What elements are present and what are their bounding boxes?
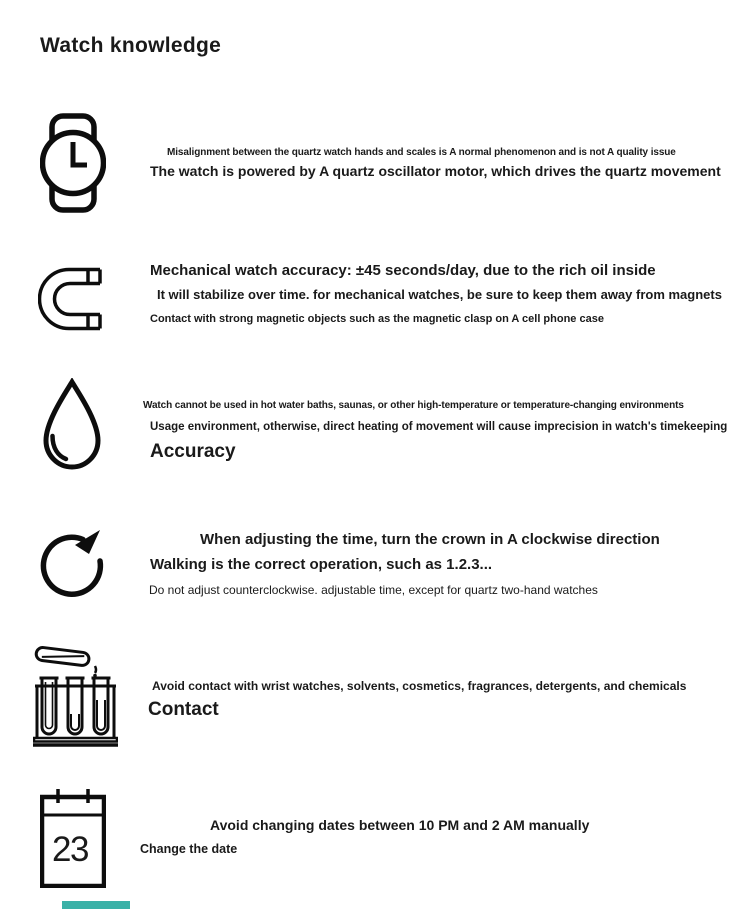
quartz-misalignment-note: Misalignment between the quartz watch hands and scales is A normal phenomenon and is not A quality issue bbox=[167, 147, 676, 158]
hot-water-warning-text: Watch cannot be used in hot water baths, saunas, or other high-temperature or temperature-changing environments bbox=[143, 400, 684, 411]
accuracy-spec-text: Mechanical watch accuracy: ±45 seconds/day, due to the rich oil inside bbox=[150, 262, 656, 279]
page-title: Watch knowledge bbox=[40, 34, 222, 57]
teal-accent-bar bbox=[62, 901, 130, 909]
test-tubes-icon bbox=[33, 642, 118, 747]
date-change-warning-text: Avoid changing dates between 10 PM and 2 AM manually bbox=[210, 817, 590, 833]
quartz-movement-text: The watch is powered by A quartz oscillator motor, which drives the quartz movement bbox=[150, 163, 721, 179]
magnet-warning-text: It will stabilize over time. for mechanical watches, be sure to keep them away from magnets bbox=[157, 287, 722, 302]
chemicals-warning-text: Avoid contact with wrist watches, solvents, cosmetics, fragrances, detergents, and chemicals bbox=[152, 679, 687, 693]
walking-operation-text: Walking is the correct operation, such as 1.2.3... bbox=[150, 556, 493, 573]
usage-environment-text: Usage environment, otherwise, direct heating of movement will cause imprecision in watch's timekeeping bbox=[150, 421, 728, 433]
counterclockwise-note: Do not adjust counterclockwise. adjustable time, except for quartz two-hand watches bbox=[149, 583, 598, 597]
accuracy-heading: Accuracy bbox=[150, 441, 236, 462]
contact-heading: Contact bbox=[148, 699, 219, 720]
water-drop-icon bbox=[38, 378, 106, 475]
magnet-contact-note: Contact with strong magnetic objects such as the magnetic clasp on A cell phone case bbox=[150, 313, 604, 325]
wristwatch-icon bbox=[40, 113, 106, 213]
change-date-heading: Change the date bbox=[140, 842, 238, 856]
clockwise-arrow-icon bbox=[37, 524, 107, 602]
crown-direction-text: When adjusting the time, turn the crown in A clockwise direction bbox=[200, 531, 660, 548]
magnet-icon bbox=[38, 266, 110, 332]
calendar-day-number: 23 bbox=[52, 830, 88, 869]
